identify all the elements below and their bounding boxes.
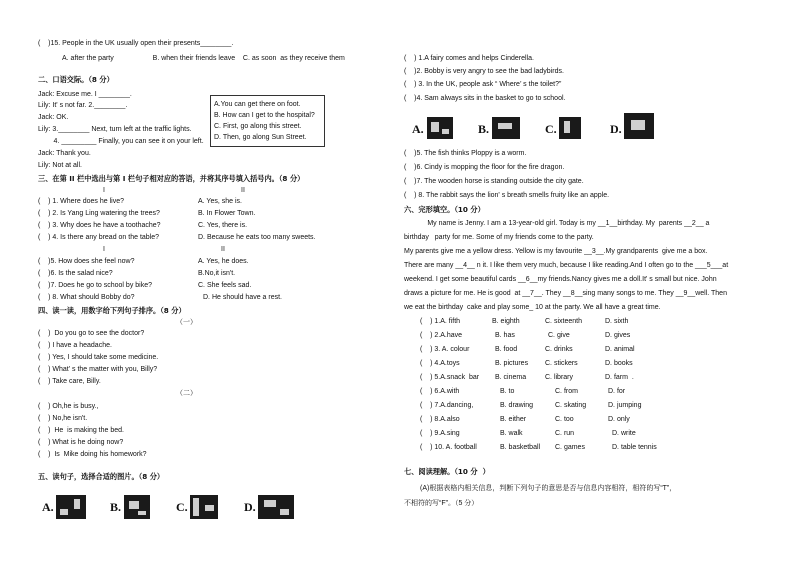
option-c: C. stickers bbox=[545, 360, 578, 367]
dialog-line: 4. _________ Finally, you can see it on your left. bbox=[38, 138, 204, 145]
picture-question: ( ) 3. In the UK, people ask “ Where’ s the toilet?” bbox=[404, 81, 562, 88]
column-1-header: I bbox=[103, 187, 105, 194]
match-question: ( ) 4. Is there any bread on the table? bbox=[38, 234, 160, 241]
picture-label-d: D. bbox=[244, 500, 256, 514]
order-sentence: ( ) Take care, Billy. bbox=[38, 378, 101, 385]
option-b: B. has bbox=[495, 332, 515, 339]
picture-question: ( ) 1.A fairy comes and helps Cinderella. bbox=[404, 55, 534, 62]
match-question: ( )6. Is the salad nice? bbox=[38, 270, 113, 277]
option-c: C. sixteenth bbox=[545, 318, 582, 325]
option-question: ( ) 4.A.toys bbox=[420, 360, 460, 367]
option-question: ( ) 6.A.with bbox=[420, 388, 460, 395]
passage-line: birthday party for me. Some of my friends come to the party. bbox=[404, 234, 594, 241]
order-sentence: ( ) I have a headache. bbox=[38, 342, 112, 349]
picture-question: ( )2. Bobby is very angry to see the bad ladybirds. bbox=[404, 68, 564, 75]
option-b: B. drawing bbox=[500, 402, 534, 409]
match-question: ( )7. Does he go to school by bike? bbox=[38, 282, 153, 289]
picture-a bbox=[56, 495, 86, 519]
dialog-option: D. Then, go along Sun Street. bbox=[214, 134, 307, 141]
option-c: C. from bbox=[555, 388, 578, 395]
option-c: C. drinks bbox=[545, 346, 573, 353]
option-d: D. for bbox=[608, 388, 626, 395]
section-7-instruction: (A)根据表格内相关信息，判断下列句子的意思是否与信息内容相符，相符的写“T”， bbox=[420, 485, 677, 492]
dialog-line: Lily: Not at all. bbox=[38, 162, 82, 169]
column-2-header: II bbox=[241, 187, 245, 194]
match-answer: A. Yes, he does. bbox=[198, 258, 249, 265]
picture-question: ( )6. Cindy is mopping the floor for the fire dragon. bbox=[404, 164, 565, 171]
option-d: D. table tennis bbox=[612, 444, 657, 451]
order-sentence: ( ) What is he doing now? bbox=[38, 439, 124, 446]
picture-b bbox=[124, 495, 150, 519]
picture-question: ( ) 8. The rabbit says the lion' s breath smells fruity like an apple. bbox=[404, 192, 610, 199]
dialog-line: Jack: Thank you. bbox=[38, 150, 91, 157]
passage-line: we eat the birthday cake and play some_ 10 at the party. We all have a great time. bbox=[404, 304, 661, 311]
column-2-header: II bbox=[221, 246, 225, 253]
option-b: B. eighth bbox=[492, 318, 520, 325]
match-answer: B. In Flower Town. bbox=[198, 210, 256, 217]
picture-label-d: D. bbox=[610, 122, 622, 136]
picture-d bbox=[258, 495, 294, 519]
dialog-option: A.You can get there on foot. bbox=[214, 101, 301, 108]
passage-line: weekend. I get some beautiful cards __6__my friends.Nancy gives me a doll.It' s small but nice. John bbox=[404, 276, 717, 283]
option-b: B. either bbox=[500, 416, 527, 423]
order-sentence: ( ) Yes, I should take some medicine. bbox=[38, 354, 159, 361]
passage-line: My parents give me a yellow dress. Yellow is my favourite __3__.My grandparents give me a box. bbox=[404, 248, 708, 255]
match-question: ( ) 3. Why does he have a toothache? bbox=[38, 222, 161, 229]
picture-question: ( )4. Sam always sits in the basket to go to school. bbox=[404, 95, 566, 102]
order-sentence: ( ) No,he isn't. bbox=[38, 415, 88, 422]
dialog-options-box bbox=[210, 95, 325, 147]
match-answer: B.No,it isn't. bbox=[198, 270, 236, 277]
option-c: C. too bbox=[555, 416, 574, 423]
picture-c bbox=[559, 117, 581, 139]
picture-label-c: C. bbox=[176, 500, 188, 514]
section-3-title: 三、在第 II 栏中选出与第 I 栏句子相对应的答语，并将其序号填入括号内。（8 分） bbox=[38, 174, 305, 183]
dialog-line: Jack: OK. bbox=[38, 114, 69, 121]
option-c: C. run bbox=[555, 430, 575, 437]
order-sentence: ( ) What' s the matter with you, Billy? bbox=[38, 366, 158, 373]
option-question: ( ) 5.A.snack bar bbox=[420, 374, 480, 381]
order-sentence: ( ) Do you go to see the doctor? bbox=[38, 330, 145, 337]
match-question: ( )5. How does she feel now? bbox=[38, 258, 135, 265]
option-c: C. library bbox=[545, 374, 574, 381]
option-b: B. basketball bbox=[500, 444, 541, 451]
question-15-options: A. after the party B. when their friends leave C. as soon as they receive them bbox=[62, 55, 345, 62]
dialog-line: Lily: 3.________ Next, turn left at the traffic lights. bbox=[38, 126, 192, 133]
match-answer: C. She feels sad. bbox=[198, 282, 252, 289]
dialog-option: B. How can I get to the hospital? bbox=[214, 112, 315, 119]
picture-d bbox=[624, 113, 654, 139]
passage-line: draws a picture for me. He is good at __7__. They __8__sing many songs to me. They __9__well. Then bbox=[404, 290, 727, 297]
match-question: ( ) 1. Where does he live? bbox=[38, 198, 124, 205]
section-5-title: 五、读句子，选择合适的图片。（8 分） bbox=[38, 472, 165, 481]
subsection-2-label: （二） bbox=[176, 390, 197, 397]
option-question: ( ) 2.A.have bbox=[420, 332, 463, 339]
option-b: B. food bbox=[495, 346, 518, 353]
order-sentence: ( ) Oh,he is busy., bbox=[38, 403, 99, 410]
picture-a bbox=[427, 117, 453, 139]
option-question: ( ) 10. A. football bbox=[420, 444, 477, 451]
picture-question: ( )5. The fish thinks Ploppy is a worm. bbox=[404, 150, 527, 157]
dialog-option: C. First, go along this street. bbox=[214, 123, 302, 130]
section-2-title: 二、口语交际。（8 分） bbox=[38, 75, 114, 84]
option-d: D. jumping bbox=[608, 402, 642, 409]
option-d: D. farm . bbox=[605, 374, 634, 381]
option-question: ( ) 9.A.sing bbox=[420, 430, 460, 437]
picture-label-b: B. bbox=[478, 122, 490, 136]
section-7-instruction: 不相符的写“F”。（5 分） bbox=[404, 500, 479, 507]
option-d: D. books bbox=[605, 360, 633, 367]
option-question: ( ) 8.A.also bbox=[420, 416, 460, 423]
option-question: ( ) 7.A.dancing, bbox=[420, 402, 474, 409]
dialog-line: Lily: It' s not far. 2.________. bbox=[38, 102, 128, 109]
option-question: ( ) 3. A. colour bbox=[420, 346, 470, 353]
picture-question: ( )7. The wooden horse is standing outside the city gate. bbox=[404, 178, 584, 185]
option-d: D. animal bbox=[605, 346, 635, 353]
option-b: B. cinema bbox=[495, 374, 527, 381]
option-d: D. only bbox=[608, 416, 630, 423]
order-sentence: ( ) He is making the bed. bbox=[38, 427, 124, 434]
match-answer: D. He should have a rest. bbox=[203, 294, 282, 301]
option-b: B. to bbox=[500, 388, 515, 395]
option-d: D. sixth bbox=[605, 318, 629, 325]
option-d: D. gives bbox=[605, 332, 631, 339]
picture-label-c: C. bbox=[545, 122, 557, 136]
section-7-title: 七、阅读理解。（10 分 ） bbox=[404, 467, 490, 476]
picture-label-a: A. bbox=[42, 500, 54, 514]
option-c: C. skating bbox=[555, 402, 587, 409]
match-answer: C. Yes, there is. bbox=[198, 222, 248, 229]
order-sentence: ( ) Is Mike doing his homework? bbox=[38, 451, 147, 458]
match-answer: D. Because he eats too many sweets. bbox=[198, 234, 316, 241]
passage-line: My name is Jenny. I am a 13-year-old girl. Today is my __1__birthday. My parents __2__ a bbox=[404, 220, 710, 227]
section-6-title: 六、完形填空。（10 分） bbox=[404, 205, 485, 214]
column-1-header: I bbox=[103, 246, 105, 253]
option-d: D. write bbox=[612, 430, 636, 437]
picture-b bbox=[492, 117, 520, 139]
option-c: C. games bbox=[555, 444, 585, 451]
option-c: C. give bbox=[548, 332, 570, 339]
picture-label-b: B. bbox=[110, 500, 122, 514]
match-question: ( ) 2. Is Yang Ling watering the trees? bbox=[38, 210, 160, 217]
dialog-line: Jack: Excuse me. I ________. bbox=[38, 91, 132, 98]
match-question: ( ) 8. What should Bobby do? bbox=[38, 294, 135, 301]
option-b: B. walk bbox=[500, 430, 523, 437]
section-4-title: 四、读一读，用数字给下列句子排序。（8 分） bbox=[38, 306, 186, 315]
picture-label-a: A. bbox=[412, 122, 424, 136]
picture-c bbox=[190, 495, 218, 519]
question-15: ( )15. People in the UK usually open their presents________. bbox=[38, 40, 234, 47]
subsection-1-label: （一） bbox=[176, 319, 197, 326]
passage-line: There are many __4__ n it. I like them very much, because I like reading.And I often go to the ___5___at bbox=[404, 262, 729, 269]
option-question: ( ) 1.A. fifth bbox=[420, 318, 461, 325]
match-answer: A. Yes, she is. bbox=[198, 198, 242, 205]
option-b: B. pictures bbox=[495, 360, 529, 367]
